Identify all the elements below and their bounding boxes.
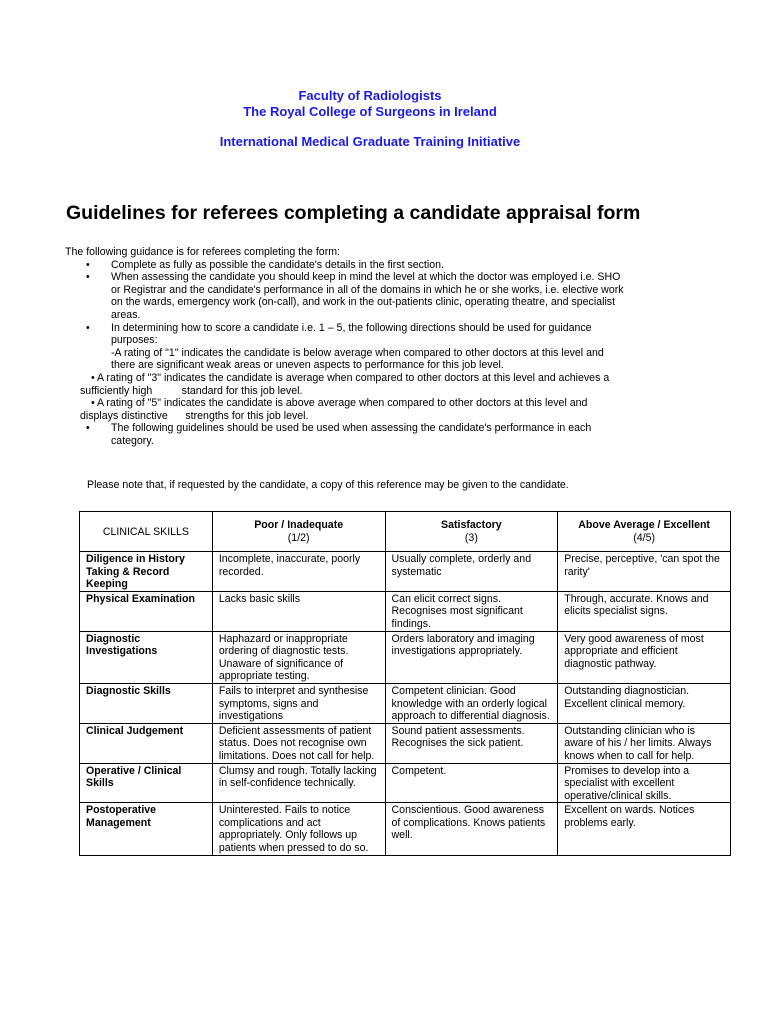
skill-cell: Operative / Clinical Skills — [80, 763, 213, 803]
bullet-line: displays distinctive strengths for this job level. — [80, 409, 309, 422]
poor-cell: Incomplete, inaccurate, poorly recorded. — [212, 552, 385, 592]
college-heading: The Royal College of Surgeons in Ireland — [243, 104, 497, 119]
poor-cell: Clumsy and rough. Totally lacking in self-confidence technically. — [212, 763, 385, 803]
bullet-guidelines: • The following guidelines should be used be used when assessing the candidate's performance in each category. — [65, 422, 685, 447]
bullet-line: category. — [111, 434, 154, 447]
table-row — [80, 723, 731, 763]
poor-cell: Lacks basic skills — [212, 591, 385, 631]
satisfactory-cell: Competent. — [385, 763, 558, 803]
bullet-line: on the wards, emergency work (on-call), and work in the out-patients clinic, operating theatre, and specialist — [111, 296, 616, 309]
bullet-line: Complete as fully as possible the candidate's details in the first section. — [111, 258, 444, 271]
satisfactory-cell: Can elicit correct signs. Recognises most significant findings. — [385, 591, 558, 631]
intro-text: The following guidance is for referees completing the form: — [65, 246, 340, 258]
above-average-cell: Promises to develop into a specialist with excellent operative/clinical skills. — [558, 763, 731, 803]
bullet-rating-5: • A rating of "5" indicates the candidate is above average when compared to other doctors at this level and displays distinctive strengths for this job level. — [65, 397, 685, 422]
table-header-row — [80, 512, 731, 552]
bullet-line: A rating of "3" indicates the candidate is average when compared to other doctors at this level and achieves a — [97, 371, 610, 384]
bullet-scoring: • In determining how to score a candidate i.e. 1 – 5, the following directions should be used for guidance purposes: -A rating of "1" indicates the candidate is below average when compared to other doctors at this level and there are significant weak areas or uneven aspects to performance for this job level. — [65, 322, 685, 372]
satisfactory-cell: Competent clinician. Good knowledge with an orderly logical approach to differential diagnosis. — [385, 683, 558, 723]
table-row — [80, 631, 731, 683]
header-clinical-skills: CLINICAL SKILLS — [80, 512, 213, 552]
header-above-label: Above Average / Excellent — [578, 519, 710, 532]
skill-cell: Postoperative Management — [80, 803, 213, 855]
above-average-cell: Through, accurate. Knows and elicits specialist signs. — [558, 591, 731, 631]
bullet-line: The following guidelines should be used be used when assessing the candidate's performance in each — [111, 422, 592, 435]
bullet-assessing: • When assessing the candidate you should keep in mind the level at which the doctor was employed i.e. SHO or Registrar and the candidate's performance in all of the domains in which he or she works, i.e. elective work on the wards, emergency work (on-call), and work in the out-patients clinic, operating theatre, and specialist areas. — [65, 271, 685, 321]
bullet-line: When assessing the candidate you should keep in mind the level at which the doctor was employed i.e. SHO — [111, 271, 621, 284]
bullet-line: purposes: — [111, 334, 158, 347]
above-average-cell: Outstanding diagnostician. Excellent clinical memory. — [558, 683, 731, 723]
bullet-line: In determining how to score a candidate i.e. 1 – 5, the following directions should be used for guidance — [111, 321, 592, 334]
skill-cell: Diligence in History Taking & Record Keeping — [80, 552, 213, 592]
bullet-line: -A rating of "1" indicates the candidate is below average when compared to other doctors at this level and — [111, 346, 604, 359]
skill-cell: Diagnostic Investigations — [80, 631, 213, 683]
header-satisfactory-label: Satisfactory — [441, 519, 502, 532]
poor-cell: Haphazard or inappropriate ordering of diagnostic tests. Unaware of significance of appropriate testing. — [212, 631, 385, 683]
header-poor-score: (1/2) — [287, 532, 310, 544]
poor-cell: Uninterested. Fails to notice complications and act appropriately. Only follows up patients when pressed to do so. — [212, 803, 385, 855]
bullet-rating-3: • A rating of "3" indicates the candidate is average when compared to other doctors at this level and achieves a sufficiently high standard for this job level. — [65, 372, 685, 397]
skill-cell: Physical Examination — [80, 591, 213, 631]
above-average-cell: Very good awareness of most appropriate and efficient diagnostic pathway. — [558, 631, 731, 683]
bullet-line: areas. — [111, 308, 141, 321]
table-row — [80, 683, 731, 723]
skill-cell: Clinical Judgement — [80, 723, 213, 763]
document-title: Guidelines for referees completing a candidate appraisal form — [66, 202, 641, 224]
header-poor — [212, 512, 385, 552]
above-average-cell: Outstanding clinician who is aware of his / her limits. Always knows when to call for help. — [558, 723, 731, 763]
bullet-line: or Registrar and the candidate's performance in all of the domains in which he or she works, i.e. elective work — [111, 283, 624, 296]
bullet-line: A rating of "5" indicates the candidate is above average when compared to other doctors at this level and — [97, 397, 588, 410]
table-row — [80, 552, 731, 592]
bullet-line: there are significant weak areas or uneven aspects to performance for this job level. — [111, 359, 504, 372]
header-satisfactory — [385, 512, 558, 552]
guidance-section — [65, 246, 685, 448]
satisfactory-cell: Orders laboratory and imaging investigations appropriately. — [385, 631, 558, 683]
clinical-skills-table — [79, 511, 731, 856]
header-above-score: (4/5) — [633, 532, 656, 544]
table-row — [80, 803, 731, 855]
satisfactory-cell: Conscientious. Good awareness of complications. Knows patients well. — [385, 803, 558, 855]
table-row — [80, 763, 731, 803]
header-poor-label: Poor / Inadequate — [254, 519, 344, 532]
satisfactory-cell: Usually complete, orderly and systematic — [385, 552, 558, 592]
initiative-heading: International Medical Graduate Training Initiative — [219, 134, 521, 149]
header-above-average — [558, 512, 731, 552]
above-average-cell: Excellent on wards. Notices problems early. — [558, 803, 731, 855]
bullet-complete: • Complete as fully as possible the candidate's details in the first section. — [65, 259, 685, 272]
poor-cell: Deficient assessments of patient status. Does not recognise own limitations. Does not call for help. — [212, 723, 385, 763]
faculty-heading: Faculty of Radiologists — [298, 88, 442, 103]
poor-cell: Fails to interpret and synthesise symptoms, signs and investigations — [212, 683, 385, 723]
header-satisfactory-score: (3) — [464, 532, 478, 544]
skill-cell: Diagnostic Skills — [80, 683, 213, 723]
satisfactory-cell: Sound patient assessments. Recognises the sick patient. — [385, 723, 558, 763]
table-row — [80, 591, 731, 631]
bullet-line: sufficiently high standard for this job level. — [80, 384, 303, 397]
reference-note: Please note that, if requested by the candidate, a copy of this reference may be given to the candidate. — [87, 479, 569, 491]
above-average-cell: Precise, perceptive, 'can spot the rarity' — [558, 552, 731, 592]
